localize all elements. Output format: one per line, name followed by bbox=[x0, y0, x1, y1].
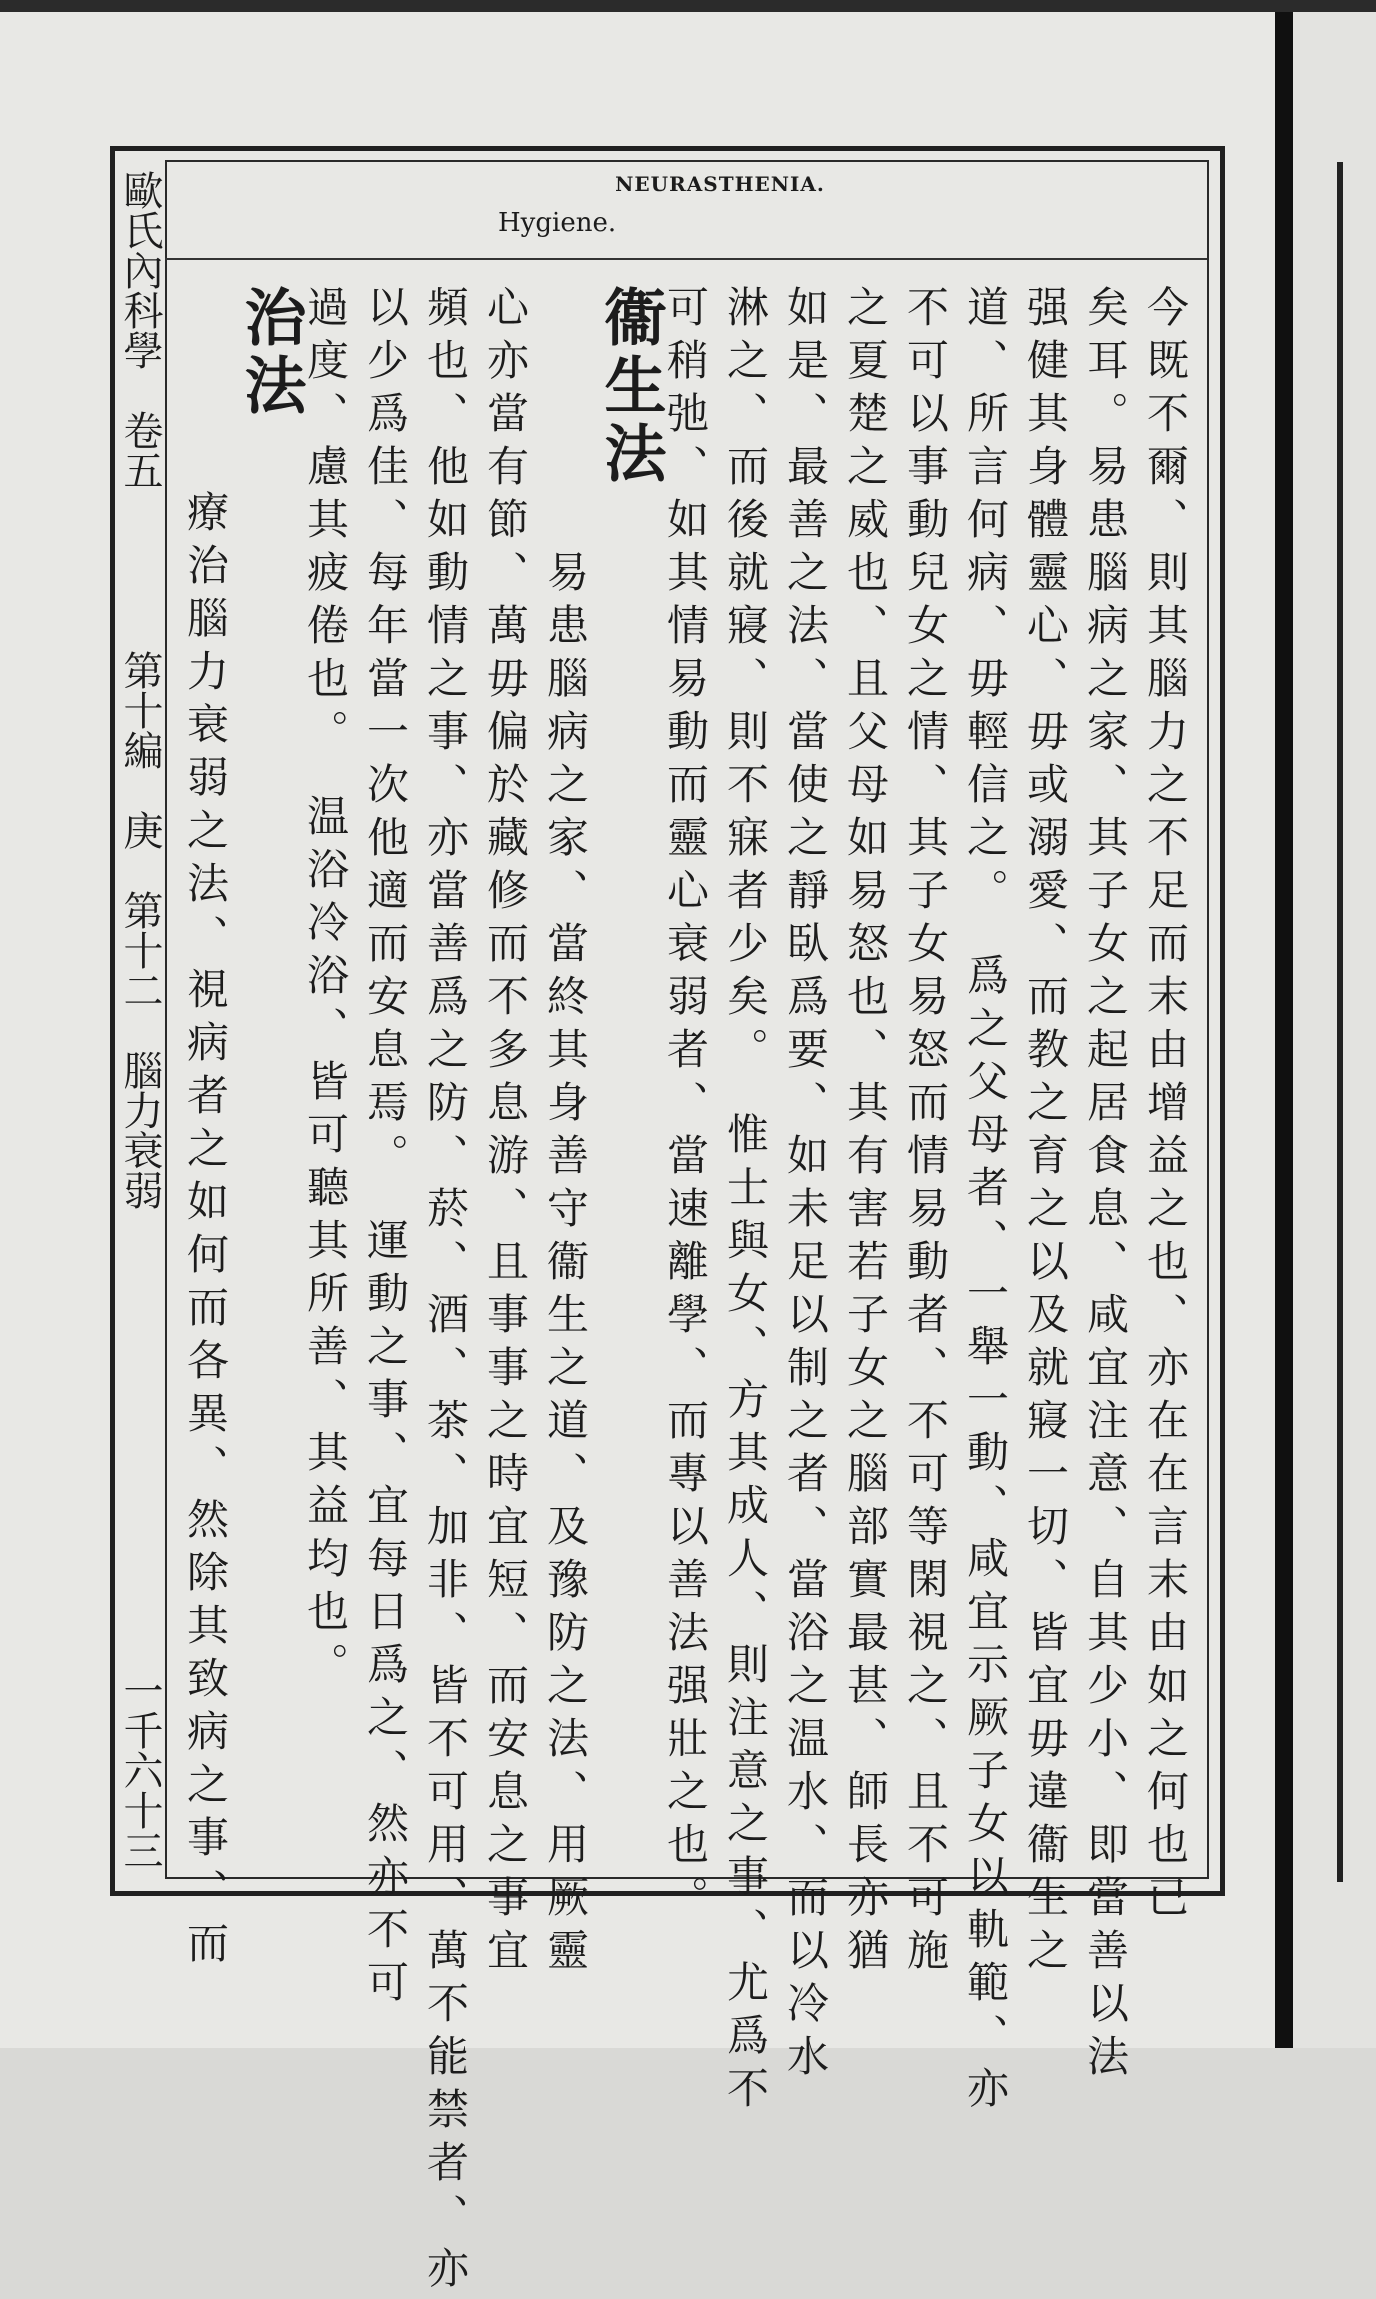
section-heading-treatment: 治法 bbox=[234, 285, 307, 421]
section-label: 第十編 庚 第十二 腦力衰弱 bbox=[117, 650, 163, 1210]
header-rule bbox=[165, 258, 1207, 260]
margin-strip bbox=[118, 170, 162, 1870]
text-column: 以少爲佳、每年當一次他適而安息焉。 運動之事、宜每日爲之、然亦不可 bbox=[361, 285, 410, 2013]
text-column: 淋之、而後就寢、則不寐者少矣。 惟士與女、方其成人、則注意之事、尤爲不 bbox=[721, 285, 770, 2119]
text-column: 矣耳。易患腦病之家、其子女之起居食息、咸宜注意、自其少小、即當善以法 bbox=[1081, 285, 1130, 2087]
text-column: 如是、最善之法、當使之靜臥爲要、如未足以制之者、當浴之温水、而以冷水 bbox=[781, 285, 830, 2087]
section-heading-hygiene: 衞生法 bbox=[594, 285, 667, 489]
text-column: 之夏楚之威也、且父母如易怒也、其有害若子女之腦部實最甚、師長亦猶 bbox=[841, 285, 890, 1981]
text-column: 心亦當有節、萬毋偏於藏修而不多息游、且事事之時宜短、而安息之事宜 bbox=[481, 285, 530, 1981]
book-title: 歐氏內科學 卷五 bbox=[117, 170, 163, 490]
text-column: 道、所言何病、毋輕信之。 爲之父母者、一舉一動、咸宜示厥子女以軌範、亦 bbox=[961, 285, 1010, 2119]
text-column: 不可以事動兒女之情、其子女易怒而情易動者、不可等閑視之、且不可施 bbox=[901, 285, 950, 1981]
text-column: 頻也、他如動情之事、亦當善爲之防、菸、酒、茶、加非、皆不可用、萬不能禁者、亦 bbox=[421, 285, 470, 2299]
text-column: 易患腦病之家、當終其身善守衞生之道、及豫防之法、用厥靈 bbox=[541, 550, 590, 1981]
text-column: 可稍弛、如其情易動而靈心衰弱者、當速離學、而專以善法强壯之也。 bbox=[661, 285, 710, 1928]
page-number: 一千六十三 bbox=[117, 1670, 163, 1870]
running-head-subtitle: Hygiene. bbox=[498, 208, 617, 238]
running-head-title: NEURASTHENIA. bbox=[615, 172, 825, 196]
page-gutter bbox=[1275, 12, 1293, 2048]
text-column: 今既不爾、則其腦力之不足而末由增益之也、亦在在言末由如之何也已 bbox=[1141, 285, 1190, 1928]
body-text bbox=[181, 285, 1195, 2299]
adjacent-page-frame bbox=[1337, 162, 1343, 1882]
text-column: 過度、慮其疲倦也。 温浴冷浴、皆可聽其所善、其益均也。 bbox=[301, 285, 350, 1695]
adjacent-page-edge bbox=[1293, 12, 1376, 2048]
text-column: 强健其身體靈心、毋或溺愛、而教之育之以及就寢一切、皆宜毋違衞生之 bbox=[1021, 285, 1070, 1981]
text-column: 療治腦力衰弱之法、視病者之如何而各異、然除其致病之事、而 bbox=[181, 490, 230, 1974]
